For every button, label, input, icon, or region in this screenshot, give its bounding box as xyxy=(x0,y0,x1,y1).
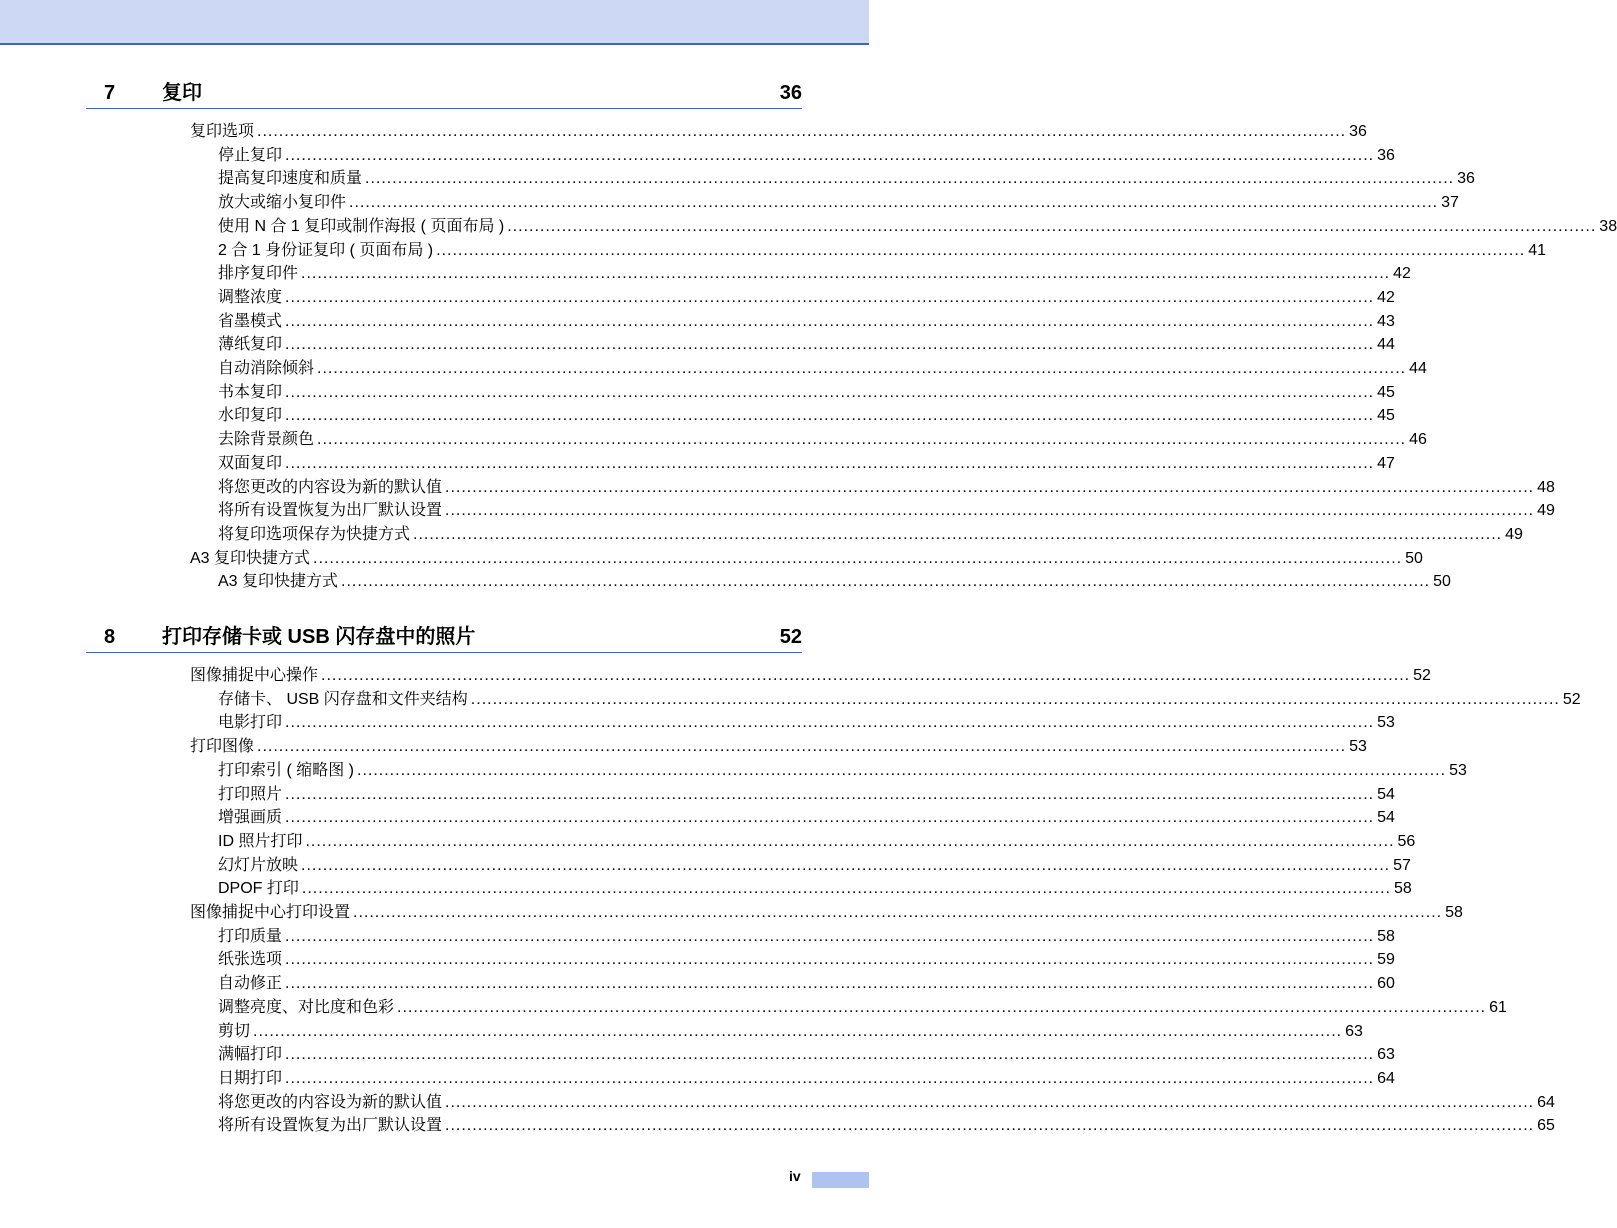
toc-entry-page: 44 xyxy=(1377,336,1395,354)
toc-entry-label: 将您更改的内容设为新的默认值 xyxy=(218,478,443,496)
toc-entry-label: 排序复印件 xyxy=(218,265,299,283)
toc-entry-page: 64 xyxy=(1537,1093,1555,1111)
toc-entry[interactable] xyxy=(218,430,1427,450)
toc-entry-page: 42 xyxy=(1393,265,1411,283)
toc-entry-page: 36 xyxy=(1349,123,1367,140)
toc-entry-label: 复印选项 xyxy=(190,123,255,140)
toc-entry-page: 58 xyxy=(1393,880,1412,898)
leader-dots: ........................................................................................................................................................................................................ xyxy=(317,431,1407,449)
toc-entry-label: A3 复印快捷方式 xyxy=(218,573,339,591)
leader-dots: ........................................................................................................................................................................................................ xyxy=(507,217,1597,235)
toc-entry-label: 提高复印速度和质量 xyxy=(218,170,363,188)
toc-entry[interactable] xyxy=(218,832,1416,852)
toc-entry-page: 50 xyxy=(1405,549,1423,567)
toc-entry-page: 38 xyxy=(1599,217,1617,235)
toc-entry-label: 图像捕捉中心打印设置 xyxy=(190,904,351,921)
leader-dots: ........................................................................................................................................................................................................ xyxy=(313,549,1403,567)
toc-entry-label: ID 照片打印 xyxy=(218,832,303,850)
toc-entry[interactable] xyxy=(218,879,1412,899)
toc-entry-label: 去除背景颜色 xyxy=(218,431,315,449)
toc-entry[interactable] xyxy=(190,122,1367,142)
leader-dots: ........................................................................................................................................................................................................ xyxy=(253,1022,1343,1040)
toc-entry-page: 54 xyxy=(1377,785,1395,803)
header-band xyxy=(0,0,869,45)
toc-entry-page: 45 xyxy=(1377,383,1395,401)
leader-dots: ........................................................................................................................................................................................................ xyxy=(397,998,1487,1016)
toc-entry-page: 53 xyxy=(1377,714,1395,732)
leader-dots: ........................................................................................................................................................................................................ xyxy=(285,714,1375,732)
leader-dots: ........................................................................................................................................................................................................ xyxy=(285,407,1375,425)
toc-entry-label: 打印图像 xyxy=(190,738,255,756)
toc-entry-page: 64 xyxy=(1377,1069,1395,1087)
toc-entry[interactable] xyxy=(218,761,1467,781)
toc-entry-page: 65 xyxy=(1537,1117,1555,1135)
toc-entry[interactable] xyxy=(218,217,1617,237)
toc-entry-page: 60 xyxy=(1377,975,1395,993)
toc-entry-label: 打印照片 xyxy=(218,785,283,803)
toc-entry-label: 2 合 1 身份证复印 ( 页面布局 ) xyxy=(218,241,434,259)
toc-entry[interactable] xyxy=(218,927,1395,947)
footer-band xyxy=(812,1172,869,1188)
toc-entry[interactable] xyxy=(218,808,1395,828)
toc-entry-label: DPOF 打印 xyxy=(218,880,299,898)
toc-entry[interactable] xyxy=(218,288,1395,308)
toc-entry[interactable] xyxy=(218,525,1523,545)
toc-entry[interactable] xyxy=(218,478,1555,498)
toc-entry-page: 41 xyxy=(1528,241,1546,259)
leader-dots: ........................................................................................................................................................................................................ xyxy=(285,809,1375,827)
toc-entry-label: 自动消除倾斜 xyxy=(218,360,315,377)
toc-entry-page: 58 xyxy=(1377,927,1395,945)
leader-dots: ........................................................................................................................................................................................................ xyxy=(285,1069,1375,1087)
toc-entry-page: 49 xyxy=(1537,502,1555,520)
toc-entry-page: 42 xyxy=(1377,288,1395,306)
toc-entry[interactable] xyxy=(218,1022,1363,1042)
toc-entry[interactable] xyxy=(190,549,1423,569)
leader-dots: ........................................................................................................................................................................................................ xyxy=(257,123,1347,140)
toc-entry-page: 54 xyxy=(1377,809,1395,827)
chapter-heading-8[interactable] xyxy=(86,625,802,653)
leader-dots: ........................................................................................................................................................................................................ xyxy=(305,832,1395,850)
leader-dots: ........................................................................................................................................................................................................ xyxy=(321,667,1411,684)
leader-dots: ........................................................................................................................................................................................................ xyxy=(285,1046,1375,1064)
toc-entry[interactable] xyxy=(218,856,1411,876)
leader-dots: ........................................................................................................................................................................................................ xyxy=(445,478,1535,496)
toc-entry-page: 53 xyxy=(1349,738,1367,756)
toc-entry[interactable] xyxy=(190,737,1367,757)
toc-entry-page: 44 xyxy=(1409,360,1427,377)
toc-entry-label: 日期打印 xyxy=(218,1069,283,1087)
toc-entry-page: 52 xyxy=(1413,667,1431,684)
leader-dots: ........................................................................................................................................................................................................ xyxy=(445,1093,1535,1111)
toc-entry-label: 双面复印 xyxy=(218,454,283,472)
toc-entry-label: 将复印选项保存为快捷方式 xyxy=(218,525,411,543)
toc-entry[interactable] xyxy=(218,312,1395,332)
toc-entry[interactable] xyxy=(218,950,1395,970)
toc-entry-label: 满幅打印 xyxy=(218,1046,283,1064)
toc-entry-page: 50 xyxy=(1433,573,1451,591)
toc-entry-label: 放大或缩小复印件 xyxy=(218,194,347,212)
toc-entry-page: 52 xyxy=(1562,690,1581,708)
leader-dots: ........................................................................................................................................................................................................ xyxy=(285,312,1375,330)
toc-entry-label: 使用 N 合 1 复印或制作海报 ( 页面布局 ) xyxy=(218,217,505,235)
toc-entry-label: 薄纸复印 xyxy=(218,336,283,354)
toc-entry-label: 幻灯片放映 xyxy=(218,856,299,874)
leader-dots: ........................................................................................................................................................................................................ xyxy=(285,951,1375,969)
toc-entry-label: 自动修正 xyxy=(218,975,283,993)
toc-entry[interactable] xyxy=(218,572,1451,592)
toc-entry-page: 53 xyxy=(1449,761,1467,779)
toc-entry-label: 将所有设置恢复为出厂默认设置 xyxy=(218,502,443,520)
toc-entry-label: 剪切 xyxy=(218,1022,251,1040)
toc-entry-label: 增强画质 xyxy=(218,809,283,827)
leader-dots: ........................................................................................................................................................................................................ xyxy=(301,856,1391,874)
chapter-title: 打印存储卡或 USB 闪存盘中的照片 xyxy=(162,626,476,648)
toc-entry[interactable] xyxy=(218,146,1395,166)
leader-dots: ........................................................................................................................................................................................................ xyxy=(285,785,1375,803)
toc-entry[interactable] xyxy=(218,1093,1555,1113)
toc-entry-page: 37 xyxy=(1441,194,1459,212)
toc-entry[interactable] xyxy=(218,690,1581,710)
chapter-number: 8 xyxy=(104,626,116,648)
toc-entry[interactable] xyxy=(218,713,1395,733)
toc-entry-label: 电影打印 xyxy=(218,714,283,732)
leader-dots: ........................................................................................................................................................................................................ xyxy=(413,525,1503,543)
toc-entry[interactable] xyxy=(218,501,1555,521)
toc-entry-page: 36 xyxy=(1457,170,1475,188)
toc-entry[interactable] xyxy=(218,335,1395,355)
toc-entry-label: 打印索引 ( 缩略图 ) xyxy=(218,761,354,779)
toc-entry[interactable] xyxy=(218,193,1459,213)
chapter-title: 复印 xyxy=(162,82,202,104)
toc-entry-page: 43 xyxy=(1377,312,1395,330)
leader-dots: ........................................................................................................................................................................................................ xyxy=(470,690,1560,708)
toc-entry[interactable] xyxy=(218,454,1395,474)
toc-entry-label: 存储卡、 USB 闪存盘和文件夹结构 xyxy=(218,690,468,708)
toc-entry[interactable] xyxy=(218,264,1411,284)
leader-dots: ........................................................................................................................................................................................................ xyxy=(285,146,1375,164)
leader-dots: ........................................................................................................................................................................................................ xyxy=(285,336,1375,354)
leader-dots: ........................................................................................................................................................................................................ xyxy=(285,288,1375,306)
toc-entry-label: 图像捕捉中心操作 xyxy=(190,667,319,684)
toc-entry[interactable] xyxy=(218,383,1395,403)
toc-entry[interactable] xyxy=(190,903,1463,923)
toc-entry-page: 46 xyxy=(1409,431,1427,449)
toc-entry-page: 59 xyxy=(1377,951,1395,969)
leader-dots: ........................................................................................................................................................................................................ xyxy=(257,738,1347,756)
toc-entry-page: 45 xyxy=(1377,407,1395,425)
toc-entry-label: 书本复印 xyxy=(218,383,283,401)
leader-dots: ........................................................................................................................................................................................................ xyxy=(436,241,1526,259)
toc-entry[interactable] xyxy=(218,241,1546,261)
toc-entry-page: 58 xyxy=(1445,904,1463,921)
toc-entry-label: 纸张选项 xyxy=(218,951,283,969)
toc-entry-label: 将您更改的内容设为新的默认值 xyxy=(218,1093,443,1111)
chapter-heading-7[interactable] xyxy=(86,81,802,109)
leader-dots: ........................................................................................................................................................................................................ xyxy=(445,1117,1535,1135)
toc-entry-page: 63 xyxy=(1377,1046,1395,1064)
leader-dots: ........................................................................................................................................................................................................ xyxy=(301,265,1391,283)
toc-entry-label: A3 复印快捷方式 xyxy=(190,549,311,567)
chapter-page: 36 xyxy=(779,82,802,104)
toc-entry-label: 调整亮度、对比度和色彩 xyxy=(218,998,395,1016)
leader-dots: ........................................................................................................................................................................................................ xyxy=(285,975,1375,993)
leader-dots: ........................................................................................................................................................................................................ xyxy=(341,573,1431,591)
toc-entry-page: 61 xyxy=(1489,998,1507,1016)
leader-dots: ........................................................................................................................................................................................................ xyxy=(357,761,1447,779)
leader-dots: ........................................................................................................................................................................................................ xyxy=(349,194,1439,212)
toc-entry[interactable] xyxy=(218,1069,1395,1089)
leader-dots: ........................................................................................................................................................................................................ xyxy=(445,502,1535,520)
toc-entry[interactable] xyxy=(218,1116,1555,1136)
toc-entry-label: 调整浓度 xyxy=(218,288,283,306)
toc-entry[interactable] xyxy=(218,169,1475,189)
toc-entry-label: 省墨模式 xyxy=(218,312,283,330)
footer-page-number: iv xyxy=(789,1168,801,1184)
toc-entry-label: 停止复印 xyxy=(218,146,283,164)
leader-dots: ........................................................................................................................................................................................................ xyxy=(301,880,1391,898)
toc-entry-page: 36 xyxy=(1377,146,1395,164)
toc-entry-page: 63 xyxy=(1345,1022,1363,1040)
toc-entry-page: 48 xyxy=(1537,478,1555,496)
toc-entry[interactable] xyxy=(218,359,1427,379)
toc-entry-label: 将所有设置恢复为出厂默认设置 xyxy=(218,1117,443,1135)
toc-entry-page: 49 xyxy=(1505,525,1523,543)
toc-entry[interactable] xyxy=(218,974,1395,994)
toc-entry[interactable] xyxy=(218,785,1395,805)
toc-entry-page: 57 xyxy=(1393,856,1411,874)
toc-entry-label: 打印质量 xyxy=(218,927,283,945)
leader-dots: ........................................................................................................................................................................................................ xyxy=(285,454,1375,472)
chapter-number: 7 xyxy=(104,82,116,104)
toc-entry[interactable] xyxy=(190,666,1431,686)
toc-entry-label: 水印复印 xyxy=(218,407,283,425)
toc-entry-page: 56 xyxy=(1397,832,1416,850)
chapter-page: 52 xyxy=(779,626,802,648)
toc-entry-page: 47 xyxy=(1377,454,1395,472)
toc-entry[interactable] xyxy=(218,1045,1395,1065)
leader-dots: ........................................................................................................................................................................................................ xyxy=(365,170,1455,188)
leader-dots: ........................................................................................................................................................................................................ xyxy=(353,904,1443,921)
leader-dots: ........................................................................................................................................................................................................ xyxy=(317,360,1407,377)
toc-entry[interactable] xyxy=(218,406,1395,426)
leader-dots: ........................................................................................................................................................................................................ xyxy=(285,383,1375,401)
toc-entry[interactable] xyxy=(218,998,1507,1018)
leader-dots: ........................................................................................................................................................................................................ xyxy=(285,927,1375,945)
